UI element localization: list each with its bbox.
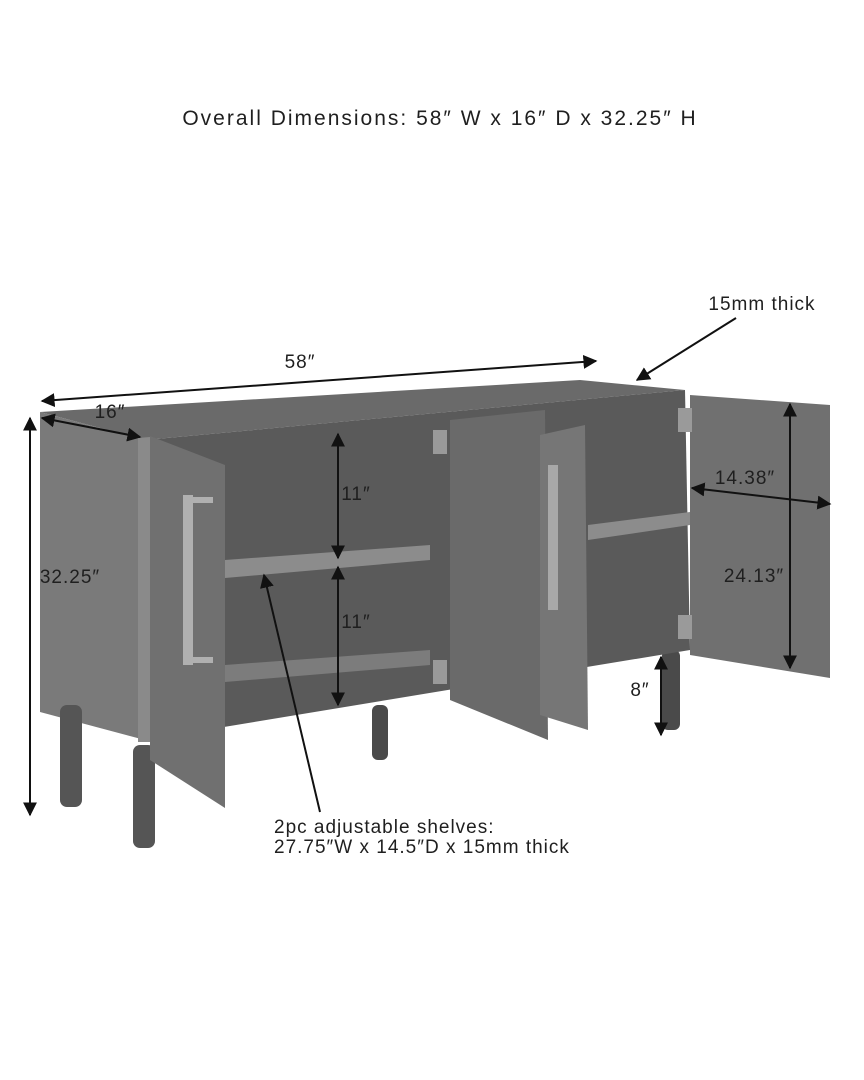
door-1-handle-cap-top <box>183 497 213 503</box>
hinge <box>433 430 447 454</box>
door-3 <box>540 425 588 730</box>
shelf-gap-top-label: 11″ <box>341 484 371 505</box>
front-edge <box>138 437 150 742</box>
overall-dimensions-title: Overall Dimensions: 58″ W x 16″ D x 32.25″ H <box>182 107 698 130</box>
height-label: 32.25″ <box>39 567 101 588</box>
door-4 <box>690 395 830 678</box>
door-1-handle <box>183 495 193 665</box>
door-height-label: 24.13″ <box>723 566 785 587</box>
door-1-handle-cap-bottom <box>183 657 213 663</box>
shelf-gap-bottom-label: 11″ <box>341 612 371 633</box>
door-2 <box>450 410 548 740</box>
back-leg-left <box>372 705 388 760</box>
credenza-illustration <box>40 380 830 848</box>
hinge <box>678 408 692 432</box>
depth-label: 16″ <box>94 402 126 423</box>
back-leg-right <box>662 650 680 730</box>
leg-height-label: 8″ <box>630 680 650 701</box>
front-leg-left <box>60 705 82 807</box>
hinge <box>678 615 692 639</box>
hinge <box>433 660 447 684</box>
shelves-label-line1: 2pc adjustable shelves: <box>274 817 495 838</box>
door-width-label: 14.38″ <box>714 468 776 489</box>
thickness-label: 15mm thick <box>708 294 816 315</box>
shelves-label-line2: 27.75″W x 14.5″D x 15mm thick <box>274 837 570 858</box>
width-label: 58″ <box>284 352 316 373</box>
thickness-leader-line <box>637 318 736 380</box>
door-3-handle <box>548 465 558 610</box>
